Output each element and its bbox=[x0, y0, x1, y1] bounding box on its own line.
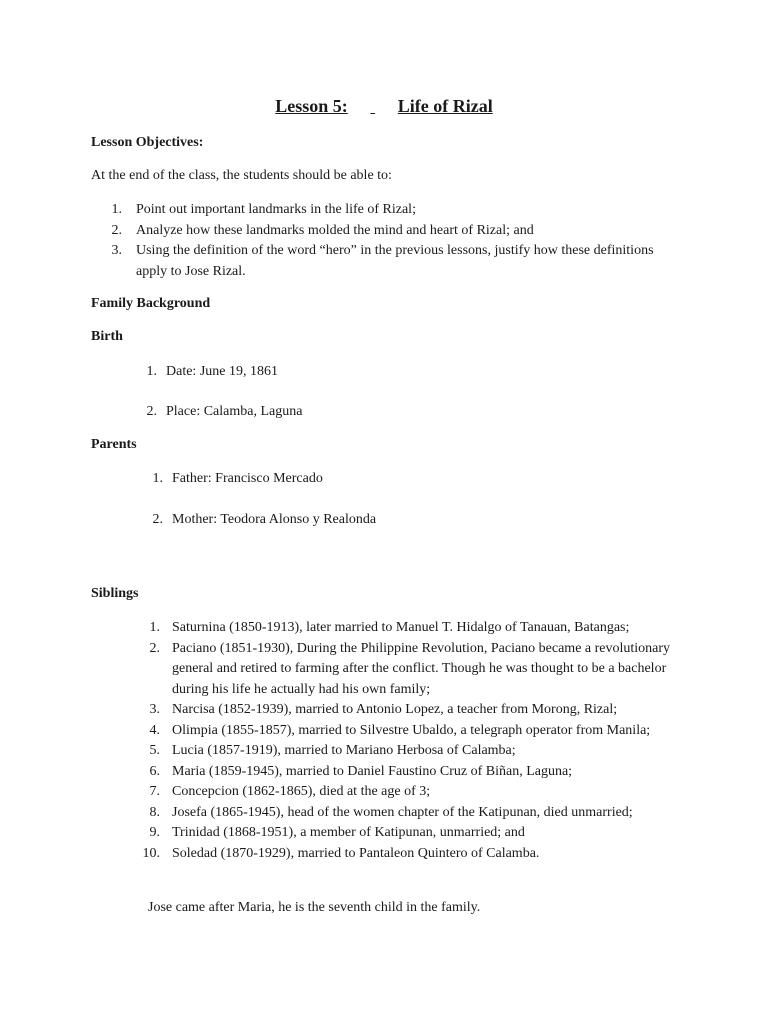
objective-item: 2. Analyze how these landmarks molded the mind and heart of Rizal; and bbox=[111, 222, 534, 238]
lesson-title bbox=[0, 94, 768, 118]
objective-item: 1. Point out important landmarks in the life of Rizal; bbox=[111, 202, 416, 217]
sibling-item: 10. Soledad (1870-1929), married to Pantaleon Quintero of Calamba. bbox=[142, 845, 540, 861]
sibling-item: 4. Olimpia (1855-1857), married to Silvestre Ubaldo, a telegraph operator from Manila; bbox=[149, 722, 651, 738]
sibling-item: 8. Josefa (1865-1945), head of the women chapter of the Katipunan, died unmarried; bbox=[149, 804, 633, 820]
objectives-intro: At the end of the class, the students should be able to: bbox=[91, 168, 392, 183]
siblings-note: Jose came after Maria, he is the seventh child in the family. bbox=[148, 900, 481, 915]
sibling-item: 3. Narcisa (1852-1939), married to Antonio Lopez, a teacher from Morong, Rizal; bbox=[149, 702, 618, 717]
family-background-heading: Family Background bbox=[91, 296, 211, 311]
sibling-item: 9. Trinidad (1868-1951), a member of Katipunan, unmarried; and bbox=[149, 825, 525, 840]
parent-item-father: 1. Father: Francisco Mercado bbox=[152, 471, 323, 486]
parent-item-mother: 2. Mother: Teodora Alonso y Realonda bbox=[152, 512, 377, 527]
parents-heading: Parents bbox=[91, 437, 137, 452]
lesson-topic: Life of Rizal bbox=[397, 96, 493, 116]
sibling-item: 6. Maria (1859-1945), married to Daniel Faustino Cruz of Biñan, Laguna; bbox=[149, 763, 573, 779]
birth-item-date: 1. Date: June 19, 1861 bbox=[146, 364, 278, 379]
sibling-item: 2. Paciano (1851-1930), During the Philippine Revolution, Paciano became a revolutionary general and retired to farming after the conflict. Though he was thought to be a bachelor during his life he actually had his own family; bbox=[149, 640, 671, 697]
siblings-heading: Siblings bbox=[91, 586, 139, 601]
title-gap bbox=[348, 94, 398, 118]
lesson-number: Lesson 5: bbox=[275, 96, 348, 116]
objectives-heading: Lesson Objectives: bbox=[91, 135, 204, 150]
sibling-item: 7. Concepcion (1862-1865), died at the age of 3; bbox=[149, 784, 431, 799]
sibling-item: 5. Lucia (1857-1919), married to Mariano Herbosa of Calamba; bbox=[149, 743, 516, 758]
objective-item: 3. Using the definition of the word “hero” in the previous lessons, justify how these definitions apply to Jose Rizal. bbox=[111, 243, 654, 279]
sibling-item: 1. Saturnina (1850-1913), later married to Manuel T. Hidalgo of Tanauan, Batangas; bbox=[149, 620, 630, 635]
objectives-list bbox=[111, 200, 656, 282]
birth-item-place: 2. Place: Calamba, Laguna bbox=[146, 404, 303, 419]
birth-heading: Birth bbox=[91, 329, 123, 344]
siblings-list bbox=[142, 618, 682, 864]
